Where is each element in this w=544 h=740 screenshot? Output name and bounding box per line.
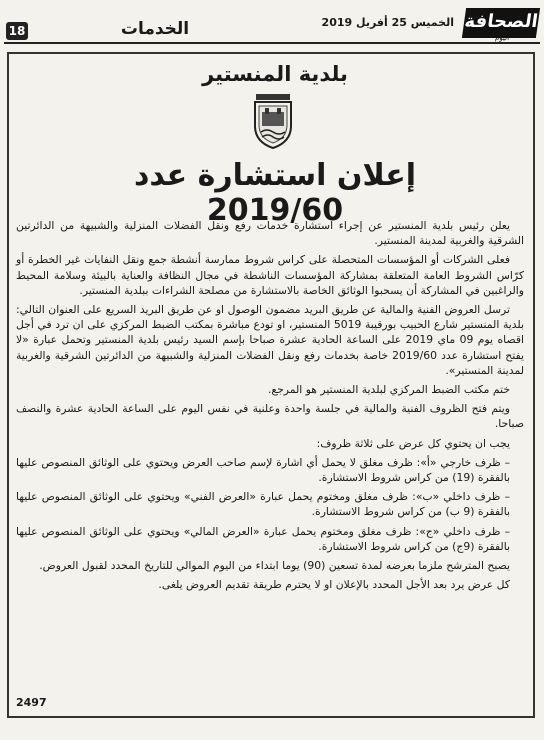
notice-title: إعلان استشارة عدد 2019/60	[133, 158, 417, 228]
reference-number: 2497	[16, 696, 47, 709]
paragraph-envelopes: يجب ان يحتوي كل عرض على ثلاثة ظروف:	[316, 436, 510, 450]
page-number: 18	[6, 22, 28, 40]
notice-body	[16, 218, 524, 596]
envelope-c: – ظرف داخلي «ج»: ظرف مغلق ومختوم يحمل عبارة «العرض المالي» ويحتوي على الوثائق المنصوص عليها بالفقرة (9ج) من كراس شروط الاستشارة.	[16, 524, 510, 553]
section-title: الخدمات	[120, 19, 190, 39]
paragraph-stamp: ختم مكتب الضبط المركزي لبلدية المنستير هو المرجع.	[267, 383, 510, 397]
newspaper-logo: الصحافة	[462, 8, 540, 38]
municipality-name: بلدية المنستير	[202, 62, 348, 86]
paragraph-eligibility: فعلى الشركات أو المؤسسات المتحصلة على كراس شروط ممارسة أنشطة جمع ونقل النفايات غير الخطرة أو كرّاس الشروط العامة المتعلقة بمشاركة المؤسسات الناشطة في مجال النظافة والعناية بالبيئة وسلامة المحيط والراغبين في المشاركة أن يسحبوا الوثائق الخاصة بالاستشارة من مصلحة الشراءات ببلدية المنستير.	[16, 253, 524, 297]
header-divider	[4, 42, 540, 44]
newspaper-logo-sub: اليوم	[494, 34, 510, 42]
paragraph-intro: يعلن رئيس بلدية المنستير عن إجراء استشارة خدمات رفع ونقل الفضلات المنزلية والشبيهة من الدائرتين الشرقية والغربية لمدينة المنستير.	[16, 219, 524, 248]
envelope-a: – ظرف خارجي «أ»: ظرف مغلق لا يحمل أي اشارة لإسم صاحب العرض ويحتوي على الوثائق المنصوص عليها بالفقرة (19) من كراس شروط الاستشارة.	[16, 455, 510, 485]
envelope-b: – ظرف داخلي «ب»: ظرف مغلق ومختوم يحمل عبارة «العرض الفني» ويحتوي على الوثائق المنصوص عليها بالفقرة (9 ب) من كراس شروط الاستشارة.	[16, 490, 510, 519]
paragraph-rejection: كل عرض يرد بعد الأجل المحدد بالإعلان او لا يحترم طريقة تقديم العروض يلغى.	[158, 578, 510, 592]
municipality-emblem-icon	[252, 92, 294, 150]
paragraph-validity: يصبح المترشح ملزما بعرضه لمدة تسعين (90) يوما ابتداء من اليوم الموالي للتاريخ المحدد لقبول العروض.	[39, 559, 510, 573]
issue-date: الخميس 25 أفريل 2019	[321, 16, 454, 29]
page-header	[0, 0, 544, 44]
paragraph-submission: ترسل العروض الفنية والمالية عن طريق البريد مضمون الوصول او عن طريق البريد السريع على العنوان التالي: بلدية المنستير شارع الحبيب بورقيبة 5019 المنستير، او تودع مباشرة بمكتب الضبط المركزي على ان ترد في أجل اقصاه يوم 09 ماي 2019 على الساعة الحادية عشرة صباحا بإسم السيد رئيس بلدية المنستير وتحمل عبارة «لا يفتح استشارة عدد 2019/60 خاصة بخدمات رفع ونقل الفضلات المنزلية والشبيهة من الدائرتين الشرقية والغربية لمدينة المنستير».	[16, 303, 524, 377]
paragraph-opening: ويتم فتح الظروف الفنية والمالية في جلسة واحدة وعلنية في نفس اليوم على الساعة الحادية عشرة والنصف صباحا.	[16, 402, 524, 431]
